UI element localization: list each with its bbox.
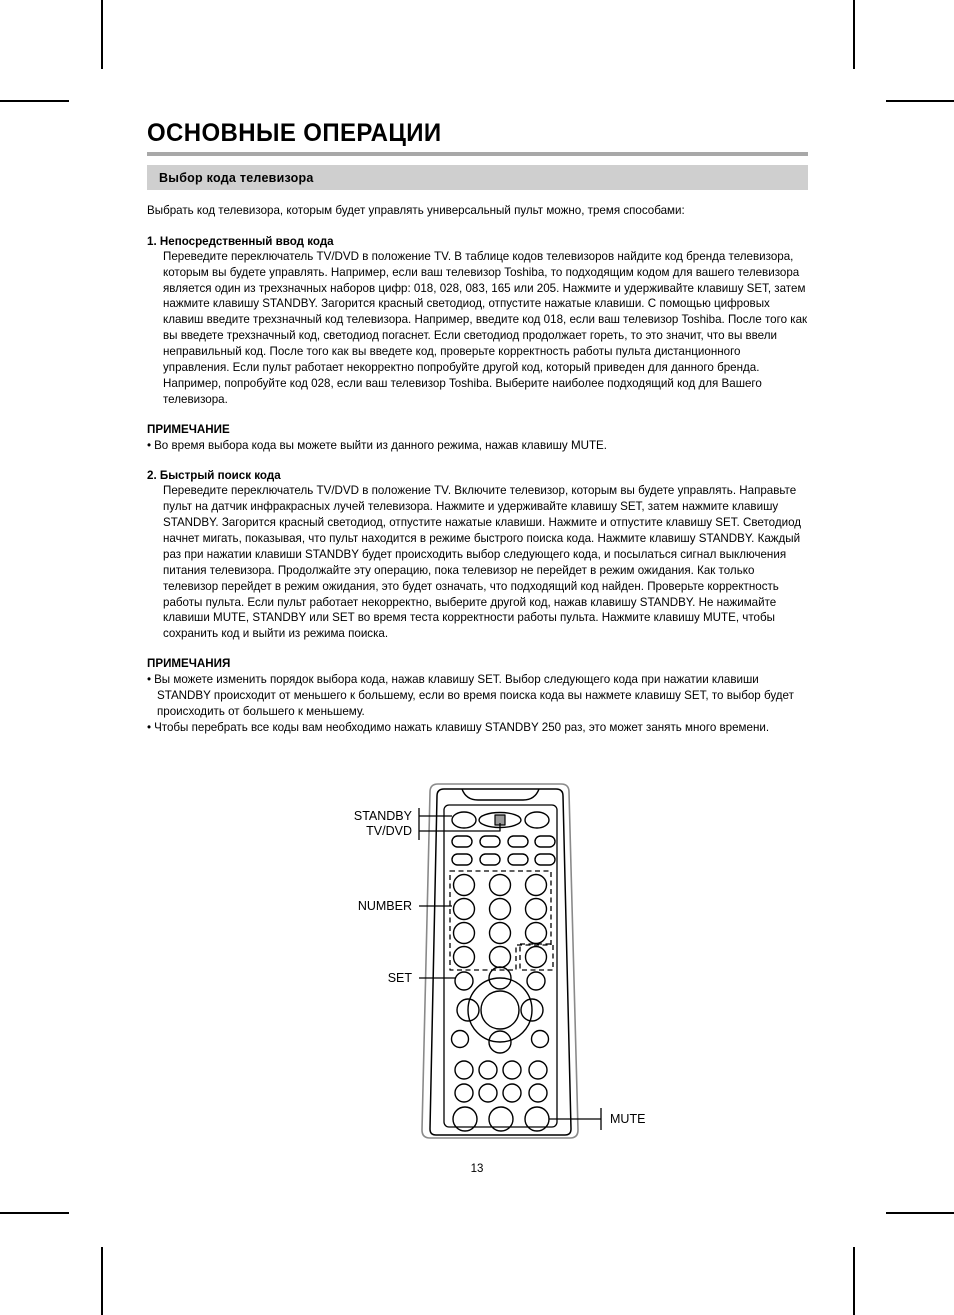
page-title: ОСНОВНЫЕ ОПЕРАЦИИ <box>147 119 442 147</box>
function-key-row-1 <box>452 836 555 847</box>
notes-heading: ПРИМЕЧАНИЯ <box>147 657 231 671</box>
section-title: Выбор кода телевизора <box>159 170 314 185</box>
remote-outer-shell <box>422 784 578 1138</box>
note-item <box>147 438 808 454</box>
callout-label-set: SET <box>387 971 412 985</box>
nav-ok-button <box>481 991 519 1029</box>
bullet-glyph: • <box>147 721 152 735</box>
crop-mark-bottom-left-vertical <box>101 1247 103 1315</box>
crop-mark-top-left-horizontal <box>0 100 69 102</box>
notes-item-1 <box>147 672 808 720</box>
crop-mark-top-right-vertical <box>853 0 855 69</box>
crop-mark-bottom-right-horizontal <box>886 1212 954 1214</box>
note-item-text: Во время выбора кода вы можете выйти из данного режима, нажав клавишу MUTE. <box>154 439 608 453</box>
function-key-row-2 <box>452 854 555 865</box>
section-1-heading: 1. Непосредственный ввод кода <box>147 234 334 248</box>
crop-mark-bottom-right-vertical <box>853 1247 855 1315</box>
section-2-heading: 2. Быстрый поиск кода <box>147 468 281 482</box>
notes-item-1-text: Вы можете изменить порядок выбора кода, нажав клавишу SET. Выбор следующего кода при нажатии клавиши STANDBY происходит от меньшего к большему, если во время поиска кода вы нажмете клавишу SET, то выбор будет происходить от большего к меньшему. <box>154 673 794 719</box>
notes-block-plural <box>147 657 808 736</box>
note-block-single <box>147 423 808 454</box>
notes-item-2 <box>147 720 808 736</box>
bullet-glyph: • <box>147 439 152 453</box>
callout-label-mute: MUTE <box>610 1112 646 1126</box>
notes-item-2-text: Чтобы перебрать все коды вам необходимо нажать клавишу STANDBY 250 раз, это может занять много времени. <box>154 721 770 735</box>
remote-control-figure <box>0 778 954 1178</box>
section-2-body: Переведите переключатель TV/DVD в положение TV. Включите телевизор, которым вы будете управлять. Направьте пульт на датчик инфракрасных лучей телевизора. Нажмите и удерживайте клавишу SET, затем нажмите клавишу STANDBY. Загорится красный светодиод, отпустите нажатые клавиши. Нажмите и отпустите клавишу SET. Светодиод начнет мигать, показывая, что пульт находится в режиме быстрого поиска кода. Нажмите клавишу STANDBY. Каждый раз при нажатии клавиши STANDBY будет происходить выбор следующего кода, и посылаться сигнал выключения питания телевизора. Продолжайте эту операцию, пока телевизор не перейдет в режим ожидания. Как только телевизор перейдет в режим ожидания, это будет означать, что подходящий код найден. Проверьте корректность работы пульта. Если пульт работает некорректно, выберите другой код, нажав клавишу STANDBY. Не нажимайте клавиши MUTE, STANDBY или SET во время теста корректности работы пульта. Нажмите клавишу MUTE, чтобы сохранить код и выйти из режима поиска. <box>163 483 802 641</box>
lower-key-row-2 <box>455 1084 547 1102</box>
crop-mark-top-right-horizontal <box>886 100 954 102</box>
remote-ir-window <box>462 789 539 800</box>
page-number: 13 <box>470 1163 484 1175</box>
set-button <box>455 972 473 990</box>
standby-button <box>452 812 476 828</box>
callout-label-standby: STANDBY <box>353 809 412 823</box>
section-block-2 <box>147 469 808 642</box>
section-header-band <box>147 165 808 190</box>
note-heading: ПРИМЕЧАНИЕ <box>147 423 230 437</box>
page-content <box>147 120 808 751</box>
number-group-dashed-outline <box>450 871 551 970</box>
nav-ring <box>468 978 532 1042</box>
lower-key-row-1 <box>455 1061 547 1079</box>
section-block-1 <box>147 235 808 408</box>
aux-button-right-lower <box>532 1031 549 1048</box>
callout-label-tvdvd: TV/DVD <box>366 824 412 838</box>
title-divider <box>147 152 808 156</box>
aux-button-right-nav <box>527 972 545 990</box>
intro-paragraph: Выбрать код телевизора, которым будет управлять универсальный пульт можно, тремя способами: <box>147 204 685 218</box>
section-1-body: Переведите переключатель TV/DVD в положение TV. В таблице кодов телевизоров найдите код бренда телевизора, которым вы будете управлять. Например, если ваш телевизор Toshiba, то подходящим кодом для вашего телевизора является один из трехзначных наборов цифр: 018, 028, 083, 165 или 205. Нажмите и удерживайте клавишу SET, затем нажмите клавишу STANDBY. Загорится красный светодиод, отпустите нажатые клавиши. С помощью цифровых клавиш введите трехзначный код телевизора. Например, введите код 018, если ваш телевизор Toshiba. После того как вы введете трехзначный код, светодиод погаснет. Если светодиод продолжает гореть, то это значит, что вы ввели неправильный код. После того как вы введете код, проверьте корректность работы пульта дистанционного управления. Если пульт работает некорректно попробуйте другой код, который приведен для данного бренда. Например, попробуйте код 028, если ваш телевизор Toshiba. Выберите наиболее подходящий код для Вашего телевизора. <box>163 249 808 407</box>
aux-button-left-lower <box>452 1031 469 1048</box>
callout-label-number: NUMBER <box>357 899 412 913</box>
crop-mark-bottom-left-horizontal <box>0 1212 69 1214</box>
bullet-glyph: • <box>147 673 152 687</box>
crop-mark-top-left-vertical <box>101 0 103 69</box>
aux-button-top-right <box>525 812 549 828</box>
number-keypad <box>454 875 547 968</box>
